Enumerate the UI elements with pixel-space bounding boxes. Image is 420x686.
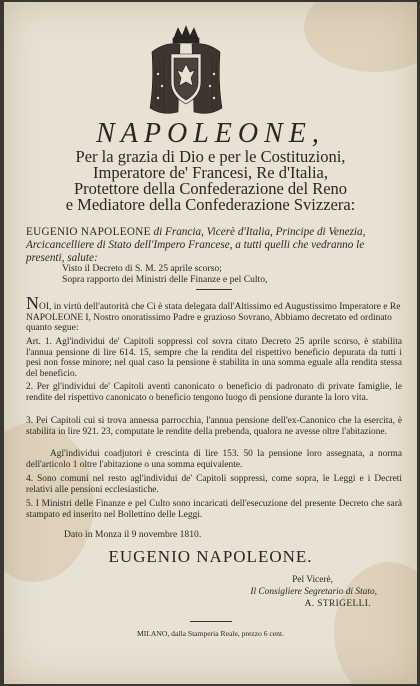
title-line: e Mediatore della Confederazione Svizzera: <box>65 195 356 214</box>
visto-line: Sopra rapporto dei Ministri delle Finanze e pel Culto, <box>62 274 268 285</box>
intro-text: di Francia, Vicerè d'Italia, Principe di Venezia, Arcicancelliere di Stato dell'Impero Francese, a tutti quelli che vedranno le presenti, salute: <box>26 226 366 264</box>
drop-initial: N <box>26 293 39 313</box>
title-line: Per la grazia di Dio e per le Costituzioni, <box>75 147 346 166</box>
title-line: Imperatore de' Francesi, Re d'Italia, <box>92 163 328 182</box>
article-2: 2. Per gl'individui de' Capitoli aventi canonicato o beneficio di padronato di private famiglie, le rendite del rispettivo canonicato o beneficio tengono luogo di pensione durante la loro vita. <box>26 382 402 403</box>
intro-paragraph <box>26 226 402 264</box>
imperial-coat-of-arms <box>144 24 228 120</box>
visto-line: Visto il Decreto di S. M. 25 aprile scorso; <box>62 263 222 274</box>
countersign-pel: Pel Vicerè, <box>292 575 333 585</box>
divider <box>196 289 232 290</box>
paper-stain <box>304 2 417 72</box>
divider <box>190 621 232 622</box>
article-1: Art. 1. Agl'individui de' Capitoli soppressi col sovra citato Decreto 25 aprile scorso, è stabilita l'annua pensione di lire 614. 15, sempre che la rendita del rispettivo beneficio depurata da tutti i pesi non fosse minore; nel qual caso la pensione è stabilita in una somma eguale alla rendita stessa del beneficio. <box>26 337 402 379</box>
countersign-name: A. STRIGELLI. <box>304 599 371 609</box>
printer-line: MILANO, dalla Stamperia Reale, prezzo 6 cent. <box>137 629 284 638</box>
preamble-text: , in virtù dell'autorità che Ci è stata delegata dall'Altissimo ed Augustissimo Imperatore e Re NAPOLEONE I, Nostro onoratissimo Padre e grazioso Sovrano, Abbiamo decretato ed ordinato quanto segue: <box>26 302 401 334</box>
date-line: Dato in Monza il 9 novembre 1810. <box>64 529 202 540</box>
countersign-role: Il Consigliere Segretario di Stato, <box>250 587 377 597</box>
emperor-name: NAPOLEONE, <box>96 118 325 149</box>
decree-sheet <box>4 2 417 684</box>
paper-stain <box>334 562 417 684</box>
preamble-initial-rest: OI <box>39 302 50 312</box>
title-line: Protettore della Confederazione del Reno <box>73 179 348 198</box>
article-4: 4. Sono comuni nel resto agl'individui de' Capitoli soppressi, come sopra, le Leggi e i Decreti relativi alle pensioni ecclesiastiche. <box>26 474 402 495</box>
decree-preamble <box>26 293 402 334</box>
article-5: 5. I Ministri delle Finanze e pel Culto sono incaricati dell'esecuzione del presente Decreto che sarà stampato ed inserito nel Bollettino delle Leggi. <box>26 499 402 520</box>
article-3: 3. Pei Capitoli cui si trova annessa parrocchia, l'annua pensione dell'ex-Canonico che la esercita, è stabilita in lire 921. 23, computate le rendite della prebenda, qualora ne avesse oltre l'abitazione. <box>26 416 402 437</box>
viceroy-name: EUGENIO NAPOLEONE <box>26 226 151 238</box>
article-3-coadjutors: Agl'individui coadjutori è crescinta di lire 153. 50 la pensione loro assegnata, a norma dell'articolo 1 oltre l'abitazione o una somma equivalente. <box>26 449 402 470</box>
viceroy-signature: EUGENIO NAPOLEONE. <box>108 547 313 566</box>
